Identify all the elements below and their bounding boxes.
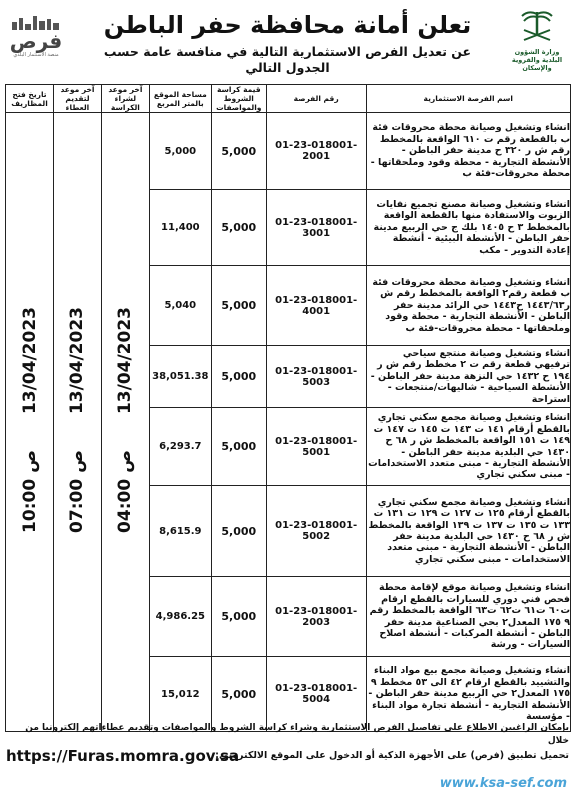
opportunity-ref: 01-23-018001-5004 xyxy=(266,657,366,732)
footer-note: بإمكان الراغبين الاطلاع على تفاصيل الفرص الاستثمارية وشراء كراسة الشروط والمواصفات وتقديم عطاءاتهم إلكترونيا من خلال xyxy=(25,723,569,746)
opportunity-name: انشاء وتشغيل وصيانة موقع لإقامة محطة فحص فني دوري للسيارات بالقطع ارقام ت٦٠ ت٦١ ت٦٢ ت٦٣ الواقعة بالمخطط رقم ٩ ١٧٥ المعدل٢ بحي الصناعية مدينة حفر الباطن - أنشطة المركبات - أنشطة اصلاح السيارات - ورشة xyxy=(366,577,570,657)
opportunities-table xyxy=(5,84,571,732)
opportunity-name: انشاء وتشغيل وصيانة محطة محروقات فئة ب قطعة رقم٢ الواقعة بالمخطط رقم ش ر١٤٤٣/٦٣ ح١٤٤٣ حي الرائد مدينة حفر الباطن - الأنشطة التجارية - محطة وقود وملحقاتها - محطة محروقات-فئة ب xyxy=(366,266,570,346)
furas-website-link[interactable]: https://Furas.momra.gov.sa xyxy=(6,747,240,765)
opportunity-ref: 01-23-018001-5002 xyxy=(266,486,366,577)
booklet-price: 5,000 xyxy=(211,577,266,657)
ministry-name: وزارة الشؤون البلدية والقروية والإسكان xyxy=(511,48,563,72)
opportunity-name: انشاء وتشغيل وصيانة مجمع سكني تجاري بالقطع أرقام ١٢٥ ت ١٢٧ ت ١٢٩ ت ١٣١ ت ١٣٣ ت ١٣٥ ت ١٣٧ ت ١٣٩ الواقعة بالمخطط ش ر ٦٨ ح ١٤٣٠ حي البلدية مدينة حفر الباطن - الأنشطة التجارية - مبنى متعدد الاستخدامات - مبنى سكني تجاري xyxy=(366,486,570,577)
buy-deadline-cell xyxy=(101,113,149,732)
opportunity-ref: 01-23-018001-3001 xyxy=(266,190,366,266)
col-header-open: تاريخ فتح المظاريف xyxy=(6,85,54,113)
booklet-price: 5,000 xyxy=(211,486,266,577)
site-area: 8,615.9 xyxy=(149,486,211,577)
brand-name: فرص xyxy=(9,29,63,53)
booklet-price: 5,000 xyxy=(211,346,266,408)
opportunity-name: انشاء وتشغيل وصيانة مصنع تجميع نفايات الزيوت والاستفادة منها بالقطعة الواقعة بالمخطط ٣ ح ١٤٠٥ بلك ج حي الربيع مدينة حفر الباطن - الأنشطة البيئية - أنشطة إعادة التدوير - مكب xyxy=(366,190,570,266)
site-area: 4,986.25 xyxy=(149,577,211,657)
opportunity-name: انشاء وتشغيل وصيانة محطة محروقات فئة ب بالقطعة رقم ت ٦١٠ الواقعة بالمخطط رقم ش ر ٣٢٠ ح مدينة حفر الباطن - الأنشطة التجارية - محطة وقود وملحقاتها - محطة محروقات-فئة ب xyxy=(366,113,570,190)
col-header-submit: آخر موعد لتقديم العطاء xyxy=(54,85,102,113)
skyline-icon xyxy=(10,14,62,30)
site-area: 6,293.7 xyxy=(149,408,211,486)
site-area: 5,000 xyxy=(149,113,211,190)
opening-time: 10:00 ص xyxy=(19,450,40,533)
header xyxy=(0,0,575,84)
col-header-ref: رقم الفرصة xyxy=(266,85,366,113)
watermark: www.ksa-sef.com xyxy=(439,776,567,791)
palm-swords-icon xyxy=(516,6,558,44)
submit-deadline-time: 07:00 ص xyxy=(67,450,88,533)
table-row xyxy=(6,113,571,190)
col-header-area: مساحة الموقع بالمتر المربع xyxy=(149,85,211,113)
brand-tag: منصة الاستثمار البلدي xyxy=(13,52,59,58)
booklet-price: 5,000 xyxy=(211,657,266,732)
col-header-price: قيمة كراسة الشروط والمواصفات xyxy=(211,85,266,113)
opportunity-name: انشاء وتشغيل وصيانة منتجع سياحي ترفيهي قطعة رقم ت ٢ مخطط رقم ش ر ١٩٤ ح ١٤٣٢ حي النزهة مدينة حفر الباطن - الأنشطة السياحية - شاليهات/منتجعات - استراحة xyxy=(366,346,570,408)
table-header-row xyxy=(6,85,571,113)
site-area: 15,012 xyxy=(149,657,211,732)
opportunity-ref: 01-23-018001-4001 xyxy=(266,266,366,346)
booklet-price: 5,000 xyxy=(211,266,266,346)
booklet-price: 5,000 xyxy=(211,408,266,486)
opportunity-ref: 01-23-018001-5003 xyxy=(266,346,366,408)
booklet-price: 5,000 xyxy=(211,190,266,266)
site-area: 38,051.38 xyxy=(149,346,211,408)
submit-deadline-cell xyxy=(54,113,102,732)
page-subtitle: عن تعديل الفرص الاستثمارية التالية في منافسة عامة حسب الجدول التالي xyxy=(103,44,472,75)
col-header-name: اسم الفرصة الاستثمارية xyxy=(366,85,570,113)
page-title: تعلن أمانة محافظة حفر الباطن xyxy=(103,11,472,39)
ministry-logo xyxy=(505,6,569,72)
app-download-note: تحميل تطبيق (فرص) على الأجهزة الذكية أو الدخول على الموقع الالكتروني: xyxy=(215,750,569,761)
opening-date: 13/04/2023 xyxy=(19,307,40,415)
booklet-price: 5,000 xyxy=(211,113,266,190)
buy-deadline-date: 13/04/2023 xyxy=(115,307,136,415)
col-header-buy: آخر موعد لشراء الكراسة xyxy=(101,85,149,113)
furas-logo xyxy=(6,14,66,74)
site-area: 5,040 xyxy=(149,266,211,346)
submit-deadline-date: 13/04/2023 xyxy=(67,307,88,415)
buy-deadline-time: 04:00 ص xyxy=(115,450,136,533)
opportunity-ref: 01-23-018001-2001 xyxy=(266,113,366,190)
opportunity-ref: 01-23-018001-5001 xyxy=(266,408,366,486)
opportunity-name: انشاء وتشغيل وصيانة مجمع سكني تجاري بالقطع أرقام ١٤١ ت ١٤٣ ت ١٤٥ ت ١٤٧ ت ١٤٩ ت ١٥١ الواقعة بالمخطط ش ر ٦٨ ح ١٤٣٠ حي البلدية مدينة حفر الباطن - الأنشطة التجارية - مبنى متعدد الاستخدامات - مبنى سكني تجاري xyxy=(366,408,570,486)
opportunity-name: انشاء وتشغيل وصيانة مجمع بيع مواد البناء والتشييد بالقطع ارقام ٤٢ الى ٥٣ مخطط ٩ ١٧٥ المعدل٢ حي الربيع مدينة حفر الباطن - الأنشطة التجارية - أنشطة تجارة مواد البناء - مؤسسة xyxy=(366,657,570,732)
opening-date-cell xyxy=(6,113,54,732)
site-area: 11,400 xyxy=(149,190,211,266)
opportunity-ref: 01-23-018001-2003 xyxy=(266,577,366,657)
